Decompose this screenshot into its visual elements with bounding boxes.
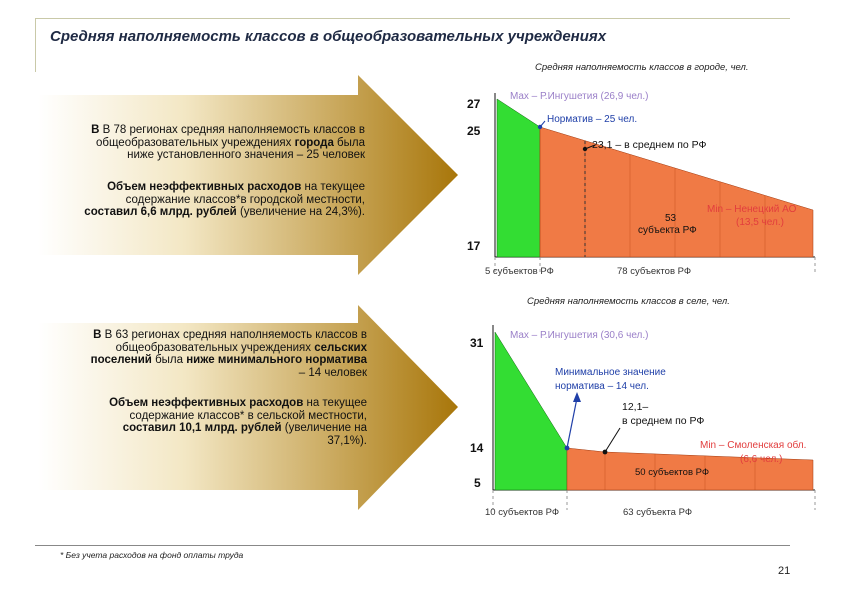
city-y-label-27: 27 [467, 97, 481, 111]
village-expenses-line3: (увеличение на [281, 422, 367, 434]
footer-rule [35, 545, 790, 546]
village-above-norm-area [495, 332, 567, 490]
village-min-label-1: Min – Смоленская обл. [700, 440, 807, 451]
village-x-label-left: 10 субъектов РФ [485, 507, 560, 518]
city-norm-pointer [540, 121, 545, 127]
city-summary-line2b: была [333, 136, 365, 149]
page-title: Средняя наполняемость классов в общеобразовательных учреждениях [50, 28, 607, 45]
city-expenses-amount: составил 6,6 млрд. рублей [84, 206, 237, 218]
city-arrow-shape [38, 75, 468, 275]
page-number: 21 [778, 565, 791, 577]
village-summary-line2: общеобразовательных учреждениях [115, 341, 315, 354]
city-average-label: 23,1 – в среднем по РФ [592, 139, 707, 151]
city-subjects-label: субъекта РФ [638, 225, 697, 236]
city-summary-line2: общеобразовательных учреждениях [95, 136, 295, 149]
city-chart-title: Средняя наполняемость классов в городе, чел. [535, 62, 749, 73]
village-max-label: Max – Р.Ингушетия (30,6 чел.) [510, 330, 649, 341]
footnote: * Без учета расходов на фонд оплаты труда [60, 550, 244, 560]
village-summary-bold3: ниже минимального норматива [186, 354, 367, 366]
city-expenses-bold: Объем неэффективных расходов [107, 181, 302, 193]
city-chart [455, 75, 830, 285]
city-summary-bold: города [294, 136, 334, 149]
village-x-label-right: 63 субъекта РФ [623, 507, 693, 518]
city-max-label: Max – Р.Ингушетия (26,9 чел.) [510, 91, 649, 102]
city-above-norm-area [497, 99, 540, 257]
village-summary-bold1: сельских [314, 341, 367, 354]
village-y-label-5: 5 [474, 476, 481, 490]
city-expenses-line2: содержание классов*в городской местности, [125, 193, 365, 206]
village-average-label-1: 12,1– [622, 401, 649, 413]
city-x-label-right: 78 субъектов РФ [617, 266, 692, 277]
village-chart-title: Средняя наполняемость классов в селе, чел. [527, 296, 730, 307]
village-summary-line1: В 63 регионах средняя наполняемость классов в [104, 329, 367, 341]
village-subjects-label: 50 субъектов РФ [635, 467, 710, 478]
city-min-label-2: (13,5 чел.) [736, 217, 784, 228]
village-average-label-2: в среднем по РФ [622, 415, 705, 427]
village-expenses-line1: на текущее [303, 397, 367, 409]
city-y-label-25: 25 [467, 124, 481, 138]
village-y-label-14: 14 [470, 441, 484, 455]
village-expenses-bold: Объем неэффективных расходов [109, 397, 304, 409]
village-summary: В В 63 регионах средняя наполняемость классов в общеобразовательных учреждениях сельских поселений была ниже минимального норматива – 14 человек [40, 329, 367, 379]
village-norm-point [565, 446, 570, 451]
city-expenses-line1: на текущее [301, 181, 365, 193]
village-min-norm-label-1: Минимальное значение [555, 367, 666, 378]
village-min-norm-arrow [567, 398, 577, 448]
city-summary-line1: В 78 регионах средняя наполняемость классов в [102, 124, 365, 136]
village-chart [455, 310, 835, 525]
village-expenses-line4: 37,1%). [327, 434, 367, 447]
village-expenses-line2: содержание классов* в сельской местности, [129, 409, 367, 422]
village-summary-line4: – 14 человек [298, 366, 367, 379]
village-y-label-31: 31 [470, 336, 484, 350]
city-y-label-17: 17 [467, 239, 481, 253]
village-summary-bold2: поселений [90, 354, 152, 366]
header-rule-vertical [35, 18, 36, 72]
village-min-norm-arrowhead [573, 392, 581, 402]
village-average-pointer [605, 428, 620, 452]
village-min-label-2: (6,6 чел.) [740, 454, 783, 465]
city-x-label-left: 5 субъектов РФ [485, 266, 554, 277]
village-summary-line3: была [151, 354, 187, 366]
city-summary: В В 78 регионах средняя наполняемость классов в общеобразовательных учреждениях города была ниже установленного значения – 25 человек [40, 124, 365, 162]
city-expenses [40, 181, 365, 219]
city-expenses-line3: (увеличение на 24,3%). [236, 206, 365, 218]
city-min-label-1: Min – Ненецкий АО [707, 204, 797, 215]
city-subjects-count: 53 [665, 213, 677, 224]
header-rule [35, 18, 790, 19]
village-expenses [40, 397, 367, 447]
city-norm-label: Норматив – 25 чел. [547, 114, 638, 125]
village-min-norm-label-2: норматива – 14 чел. [555, 381, 649, 392]
city-summary-line3: ниже установленного значения – 25 человек [127, 149, 365, 161]
village-expenses-amount: составил 10,1 млрд. рублей [122, 422, 282, 434]
